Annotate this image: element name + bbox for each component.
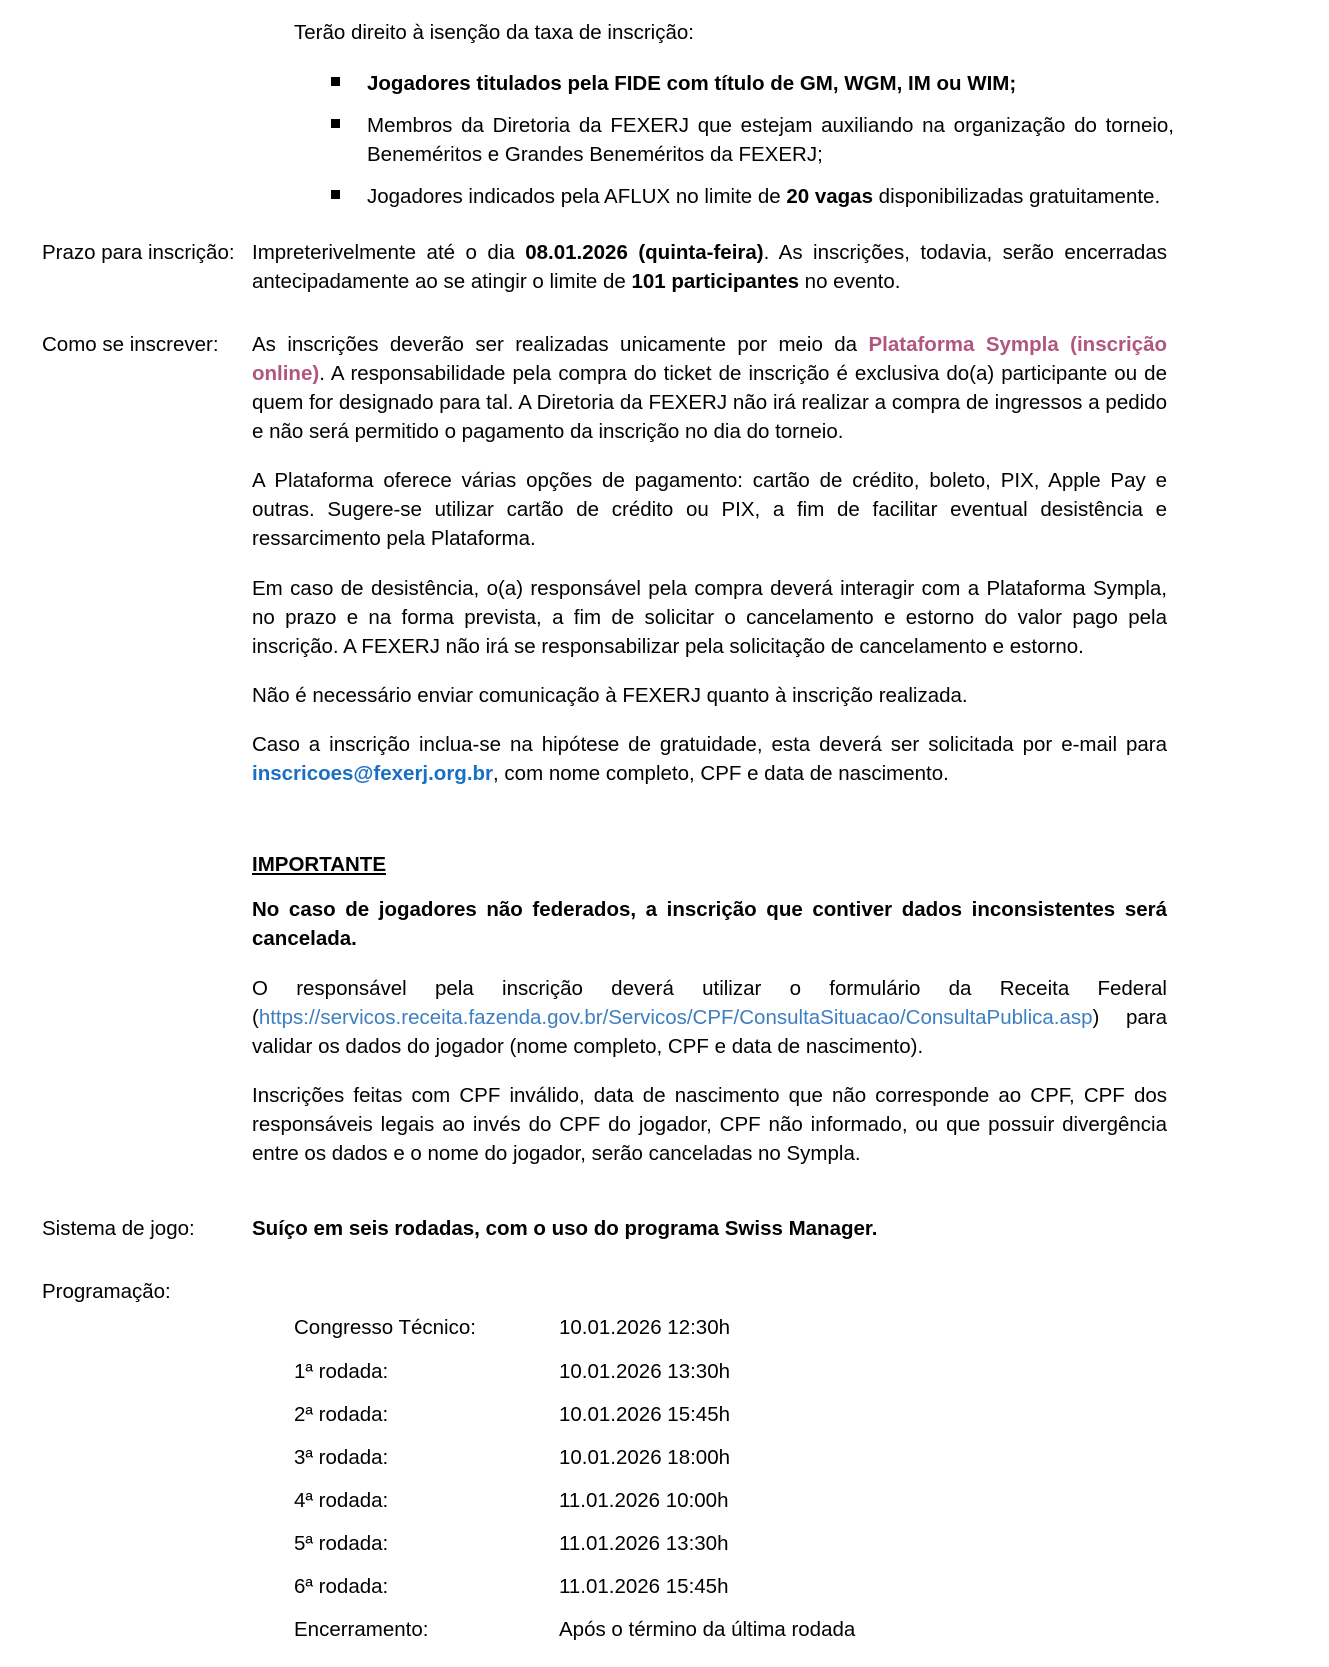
paragraph: Não é necessário enviar comunicação à FEXERJ quanto à inscrição realizada.	[252, 683, 968, 707]
section-como-se-inscrever	[42, 330, 1229, 1168]
section-body-como	[252, 330, 1167, 1168]
bullet-square-icon	[331, 190, 340, 199]
section-label-programacao: Programação:	[42, 1280, 171, 1304]
schedule-event: 2ª rodada:	[294, 1402, 389, 1426]
section-body-sistema	[252, 1214, 1167, 1243]
schedule-time: Após o término da última rodada	[559, 1618, 856, 1642]
schedule-time: 11.01.2026 13:30h	[559, 1531, 729, 1555]
schedule-time: 11.01.2026 10:00h	[559, 1488, 729, 1512]
list-item	[367, 111, 1174, 169]
table-row	[294, 1436, 855, 1479]
schedule-event: 6ª rodada:	[294, 1575, 389, 1599]
section-sistema-de-jogo	[42, 1214, 1229, 1243]
bullet-square-icon	[331, 119, 340, 128]
spacer	[252, 808, 1167, 850]
schedule-event: 5ª rodada:	[294, 1531, 389, 1555]
paragraph: Em caso de desistência, o(a) responsável pela compra deverá interagir com a Plataforma Sympla, no prazo e na forma prevista, a fim de solicitar o cancelamento e estorno do valor pago pela inscrição. A FEXERJ não irá se responsabilizar pela solicitação de cancelamento e estorno.	[252, 576, 1167, 658]
exemption-list	[42, 69, 1229, 211]
table-row	[294, 1306, 855, 1349]
paragraph: O responsável pela inscrição deverá utilizar o formulário da Receita Federal (https://servicos.receita.fazenda.gov.br/Servicos/CPF/ConsultaSituacao/ConsultaPublica.asp) para validar os dados do jogador (nome completo, CPF e data de nascimento).	[252, 976, 1167, 1058]
schedule-body	[294, 1306, 855, 1651]
table-row	[294, 1393, 855, 1436]
section-label-como: Como se inscrever:	[42, 332, 219, 356]
schedule-event: 1ª rodada:	[294, 1359, 389, 1383]
exemption-intro: Terão direito à isenção da taxa de inscrição:	[294, 21, 694, 44]
section-label-prazo: Prazo para inscrição:	[42, 240, 235, 264]
schedule-event: Encerramento:	[294, 1618, 429, 1642]
importante-heading: IMPORTANTE	[252, 853, 387, 877]
paragraph: As inscrições deverão ser realizadas unicamente por meio da Plataforma Sympla (inscrição online). A responsabilidade pela compra do ticket de inscrição é exclusiva do(a) participante ou de quem for designado para tal. A Diretoria da FEXERJ não irá realizar a compra de ingressos a pedido e não será permitido o pagamento da inscrição no dia do torneio.	[252, 332, 1167, 444]
paragraph: Caso a inscrição inclua-se na hipótese de gratuidade, esta deverá ser solicitada por e-mail para inscricoes@fexerj.org.br, com nome completo, CPF e data de nascimento.	[252, 732, 1167, 786]
schedule-time: 11.01.2026 15:45h	[559, 1575, 729, 1599]
table-row	[294, 1608, 855, 1651]
spacer	[42, 300, 1229, 330]
table-row	[294, 1350, 855, 1393]
schedule-time: 10.01.2026 13:30h	[559, 1359, 730, 1383]
table-row	[294, 1479, 855, 1522]
table-row	[294, 1522, 855, 1565]
section-body-prazo	[252, 238, 1167, 296]
schedule-event: 4ª rodada:	[294, 1488, 389, 1512]
paragraph: A Plataforma oferece várias opções de pagamento: cartão de crédito, boleto, PIX, Apple Pay e outras. Sugere-se utilizar cartão de crédito ou PIX, a fim de facilitar eventual desistência e ressarcimento pela Plataforma.	[252, 469, 1167, 551]
spacer	[42, 1247, 1229, 1277]
spacer	[42, 1172, 1229, 1214]
list-item	[367, 182, 1174, 211]
paragraph: No caso de jogadores não federados, a inscrição que contiver dados inconsistentes será cancelada.	[252, 898, 1167, 951]
list-item-text: Jogadores titulados pela FIDE com título de GM, WGM, IM ou WIM;	[367, 72, 1017, 96]
paragraph: Inscrições feitas com CPF inválido, data de nascimento que não corresponde ao CPF, CPF dos responsáveis legais ao invés do CPF do jogador, CPF não informado, ou que possuir divergência entre os dados e o nome do jogador, serão canceladas no Sympla.	[252, 1083, 1167, 1166]
paragraph: Impreterivelmente até o dia 08.01.2026 (quinta-feira). As inscrições, todavia, serão encerradas antecipadamente ao se atingir o limite de 101 participantes no evento.	[252, 240, 1167, 293]
schedule-event: 3ª rodada:	[294, 1445, 389, 1469]
list-item-text: Membros da Diretoria da FEXERJ que estejam auxiliando na organização do torneio, Beneméritos e Grandes Beneméritos da FEXERJ;	[367, 114, 1174, 167]
bullet-square-icon	[331, 77, 340, 86]
paragraph: Suíço em seis rodadas, com o uso do programa Swiss Manager.	[252, 1217, 878, 1241]
schedule-time: 10.01.2026 15:45h	[559, 1402, 730, 1426]
list-item	[367, 69, 1174, 98]
section-prazo	[42, 238, 1229, 296]
schedule-event: Congresso Técnico:	[294, 1316, 476, 1340]
schedule-time: 10.01.2026 12:30h	[559, 1316, 730, 1340]
table-row	[294, 1565, 855, 1608]
section-programacao	[42, 1277, 1229, 1651]
schedule-time: 10.01.2026 18:00h	[559, 1445, 730, 1469]
list-item-text: Jogadores indicados pela AFLUX no limite de 20 vagas disponibilizadas gratuitamente.	[367, 185, 1161, 209]
section-label-sistema: Sistema de jogo:	[42, 1217, 195, 1241]
schedule-table	[294, 1306, 855, 1651]
